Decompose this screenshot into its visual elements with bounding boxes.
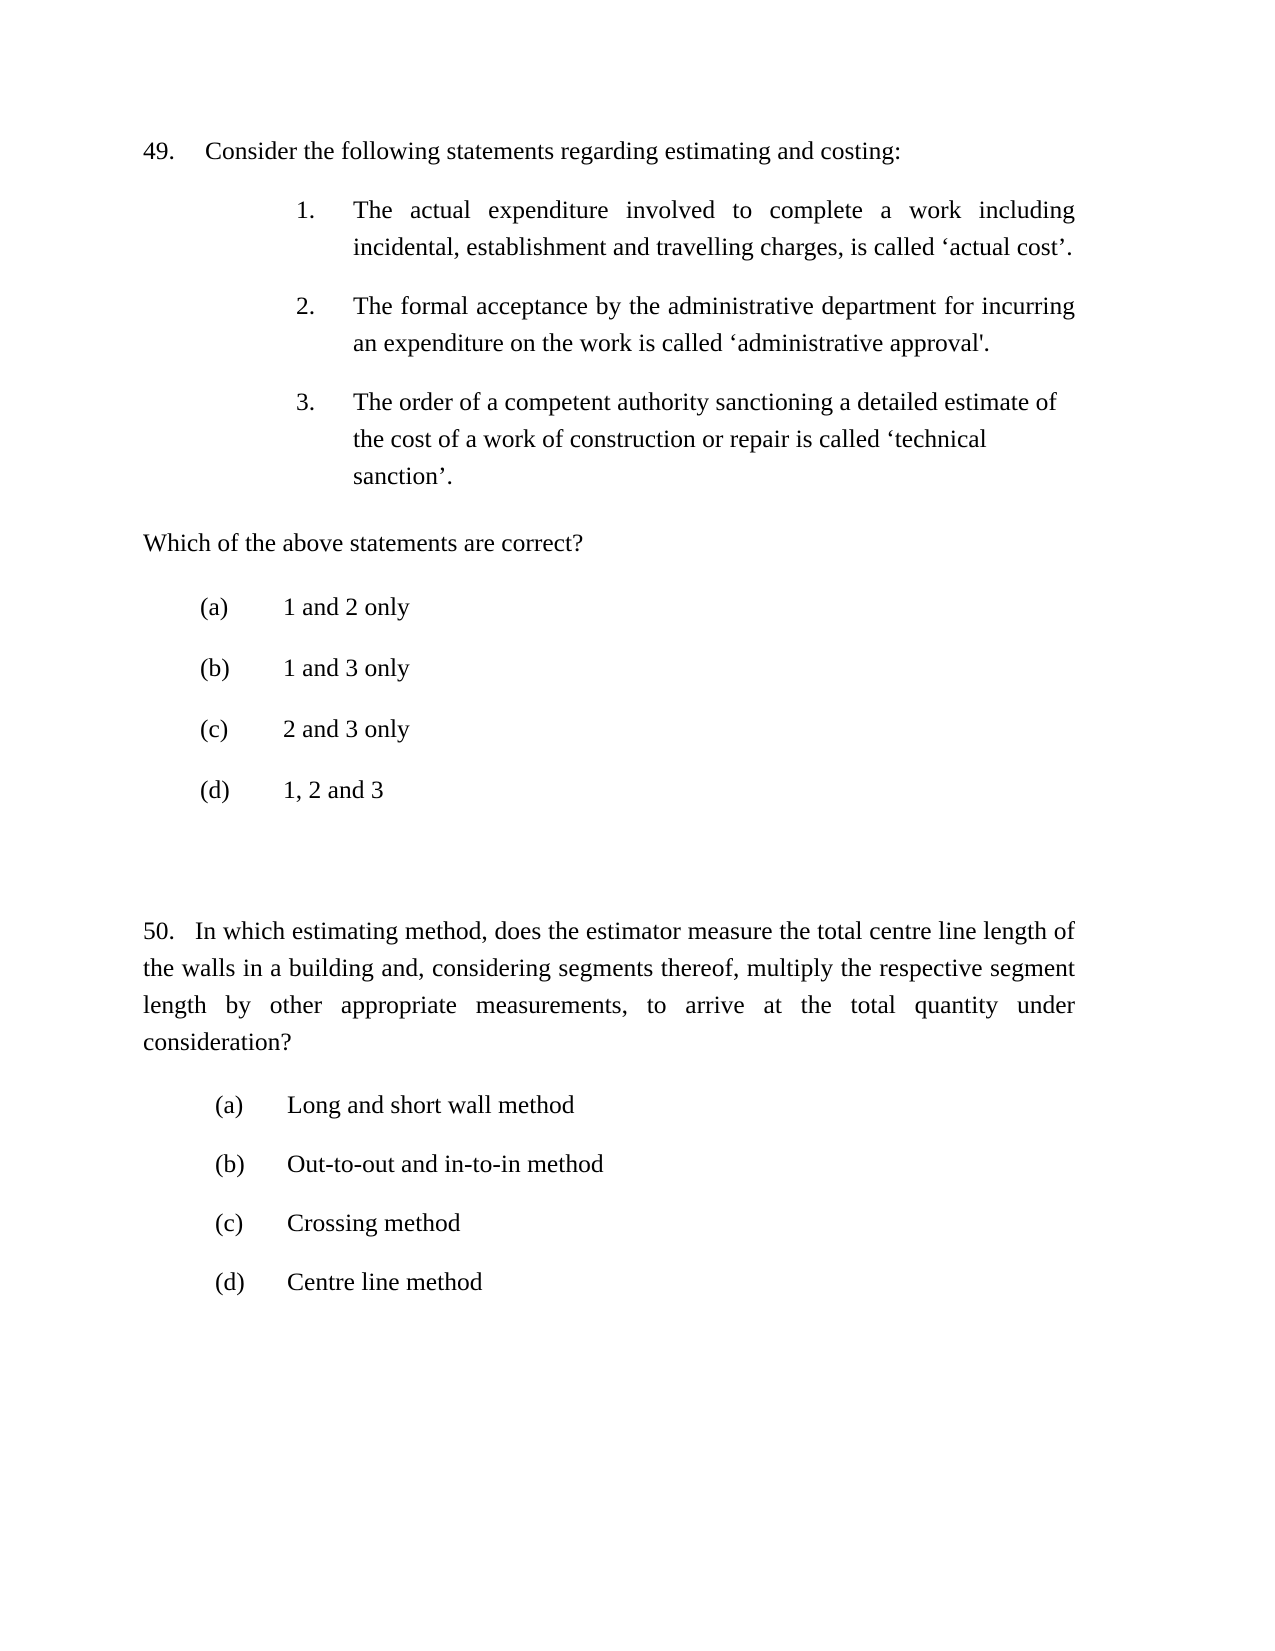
option-a-label: Long and short wall method — [287, 1090, 575, 1119]
statement-item — [143, 287, 1075, 361]
question-49-statement-list — [143, 191, 1075, 494]
question-separator-space — [143, 832, 1075, 912]
option-a-key: (a) — [200, 592, 229, 621]
question-49-number: 49. — [143, 136, 175, 165]
option-b-label: 1 and 3 only — [283, 653, 410, 682]
question-50-options — [143, 1086, 1075, 1300]
option-d-key: (d) — [200, 775, 230, 804]
option-a[interactable] — [215, 1086, 1075, 1123]
statement-text: The formal acceptance by the administrative department for incurring an expenditure on the work is called ‘administrative approval'. — [353, 291, 1075, 357]
question-49-stem-text: Consider the following statements regarding estimating and costing: — [205, 136, 902, 165]
option-c[interactable] — [215, 1204, 1075, 1241]
question-50-stem-row — [143, 912, 1075, 1060]
page-content — [143, 132, 1075, 1322]
question-49-options — [143, 588, 1075, 808]
option-a[interactable] — [200, 588, 1075, 625]
option-b[interactable] — [215, 1145, 1075, 1182]
statement-item — [143, 191, 1075, 265]
option-d-label: 1, 2 and 3 — [283, 775, 384, 804]
question-49-lead-in: Which of the above statements are correct? — [143, 528, 584, 557]
question-50-number: 50. — [143, 916, 175, 945]
statement-number: 2. — [296, 291, 316, 320]
question-50-stem-text: In which estimating method, does the estimator measure the total centre line length of the walls in a building and, considering segments thereof, multiply the respective segment length by other appropriate measurements, to arrive at the total quantity under consideration? — [143, 916, 1075, 1056]
option-b-key: (b) — [200, 653, 230, 682]
option-d-key: (d) — [215, 1267, 245, 1296]
option-c-label: 2 and 3 only — [283, 714, 410, 743]
statement-text: The order of a competent authority sanctioning a detailed estimate of the cost of a work of construction or repair is called ‘technical sanction’. — [353, 387, 1057, 490]
option-b-key: (b) — [215, 1149, 245, 1178]
statement-text: The actual expenditure involved to complete a work including incidental, establishment and travelling charges, is called ‘actual cost’. — [353, 195, 1075, 261]
option-b-label: Out-to-out and in-to-in method — [287, 1149, 604, 1178]
option-c-key: (c) — [215, 1208, 244, 1237]
statement-number: 1. — [296, 195, 316, 224]
statement-item — [143, 383, 1075, 494]
option-b[interactable] — [200, 649, 1075, 686]
option-d[interactable] — [215, 1263, 1075, 1300]
option-c-key: (c) — [200, 714, 229, 743]
option-d-label: Centre line method — [287, 1267, 483, 1296]
question-50 — [143, 912, 1075, 1300]
question-49-stem-row — [143, 132, 1075, 169]
question-49 — [143, 132, 1075, 808]
statement-number: 3. — [296, 387, 316, 416]
option-c[interactable] — [200, 710, 1075, 747]
option-d[interactable] — [200, 771, 1075, 808]
option-a-key: (a) — [215, 1090, 244, 1119]
option-c-label: Crossing method — [287, 1208, 461, 1237]
option-a-label: 1 and 2 only — [283, 592, 410, 621]
